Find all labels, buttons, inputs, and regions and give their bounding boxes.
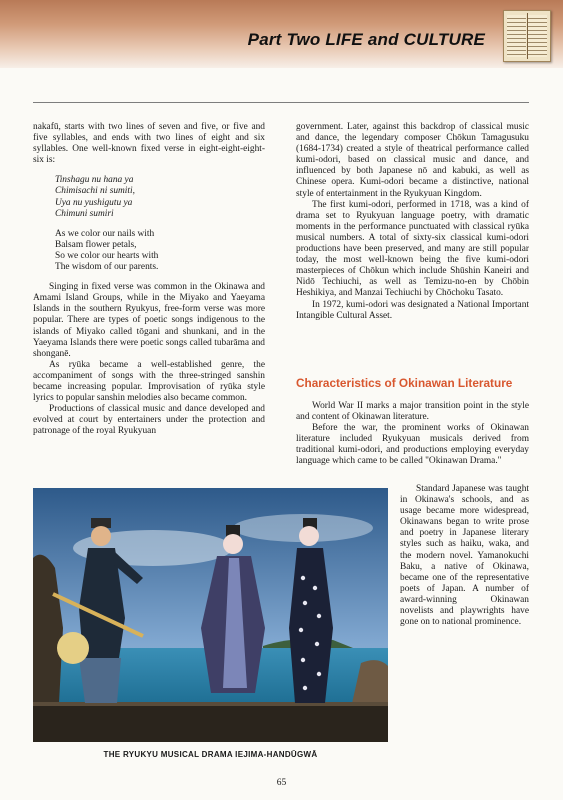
paragraph: Singing in fixed verse was common in the Okinawa and Amami Island Groups, while in the Miyako and Yaeyama Islands in the southern Ryukyus, free-form verse was more popular. There are types of poetic songs indigenous to the islands of Miyako called tōgani and shunkani, and in the Yaeyama Islands there were poetic songs called tubarāma and shonganē.: [33, 282, 265, 359]
book-icon: [503, 10, 551, 62]
paragraph: The first kumi-odori, performed in 1718, was a kind of drama set to Ryukyuan language poetry, with dramatic moments in the performance punctuated with classical ryūka musical numbers. A total of sixty-six classical kumi-odori productions have been preserved, and many are still popular today, the most well-known being the five kumi-odori masterpieces of Chōkun which include Shūshin Kaneiri and Nidō Techiuchi, as well as Temizu-no-en by Chōbin Heshikiya, and Manzai Techiuchi by Chōchoku Tasato.: [296, 199, 529, 299]
photo-caption: THE RYUKYU MUSICAL DRAMA IEJIMA-HANDŪGWĀ: [103, 750, 318, 759]
paragraph: In 1972, kumi-odori was designated a National Important Intangible Cultural Asset.: [296, 299, 529, 321]
stage-photo: [33, 488, 388, 742]
right-column-wrap: [400, 484, 529, 628]
verse-line: Balsam flower petals,: [55, 239, 137, 250]
verse-line: Chimisachi ni sumiti,: [55, 186, 135, 197]
right-column-section: [296, 401, 529, 468]
header-divider: [33, 102, 529, 103]
page-header-title: Part Two LIFE and CULTURE: [247, 30, 485, 49]
page-number: 65: [276, 778, 287, 788]
verse-line: The wisdom of our parents.: [55, 262, 159, 273]
paragraph: nakafū, starts with two lines of seven and five, or five and five syllables, and ends with two lines of eight and six syllables. One well-known fixed verse in eight-eight-eight-six is:: [33, 122, 265, 166]
paragraph: Before the war, the prominent works of Okinawan literature included Ryukyuan musicals derived from traditional kumi-odori, and productions employing everyday language which came to be called "Okinawan Drama.": [296, 423, 529, 467]
verse-english: [33, 229, 265, 273]
paragraph: Standard Japanese was taught in Okinawa's schools, and as usage became more widespread, Okinawans began to write prose and poetry in Japanese literary styles such as haiku, waka, and the modern novel. Yamanokuchi Baku, a native of Okinawa, became one of the representative poets of Japan. A number of award-winning Okinawan novelists and playwrights have gone on to national prominence.: [400, 484, 529, 628]
left-column: [33, 122, 265, 437]
right-column: [296, 122, 529, 322]
section-heading: Characteristics of Okinawan Literature: [296, 376, 513, 390]
verse-line: Uya nu yushigutu ya: [55, 197, 133, 208]
verse-line: Chimuni sumiri: [55, 208, 114, 219]
paragraph: As ryūka became a well-established genre, the accompaniment of songs with the three-stringed sanshin became increasing popular. Improvisation of ryūka style lyrics to popular sanshin melodies also became common.: [33, 359, 265, 404]
paragraph: World War II marks a major transition point in the style and content of Okinawan literature.: [296, 401, 529, 423]
verse-original: [33, 175, 265, 219]
paragraph: government. Later, against this backdrop of classical music and dance, the legendary composer Chōkun Tamagusuku (1684-1734) created a style of theatrical performance called kumi-odori, based on classical music and dance, and influenced by both Japanese nō and kabuki, as well as Chinese opera. Kumi-odori became a distinctive, national style of entertainment in the Ryukyuan Kingdom.: [296, 122, 529, 199]
paragraph: Productions of classical music and dance developed and evolved at court by entertainers under the protection and patronage of the royal Ryukyuan: [33, 404, 265, 437]
verse-line: Tinshagu nu hana ya: [55, 175, 134, 186]
verse-line: As we color our nails with: [55, 228, 155, 239]
verse-line: So we color our hearts with: [55, 250, 159, 261]
